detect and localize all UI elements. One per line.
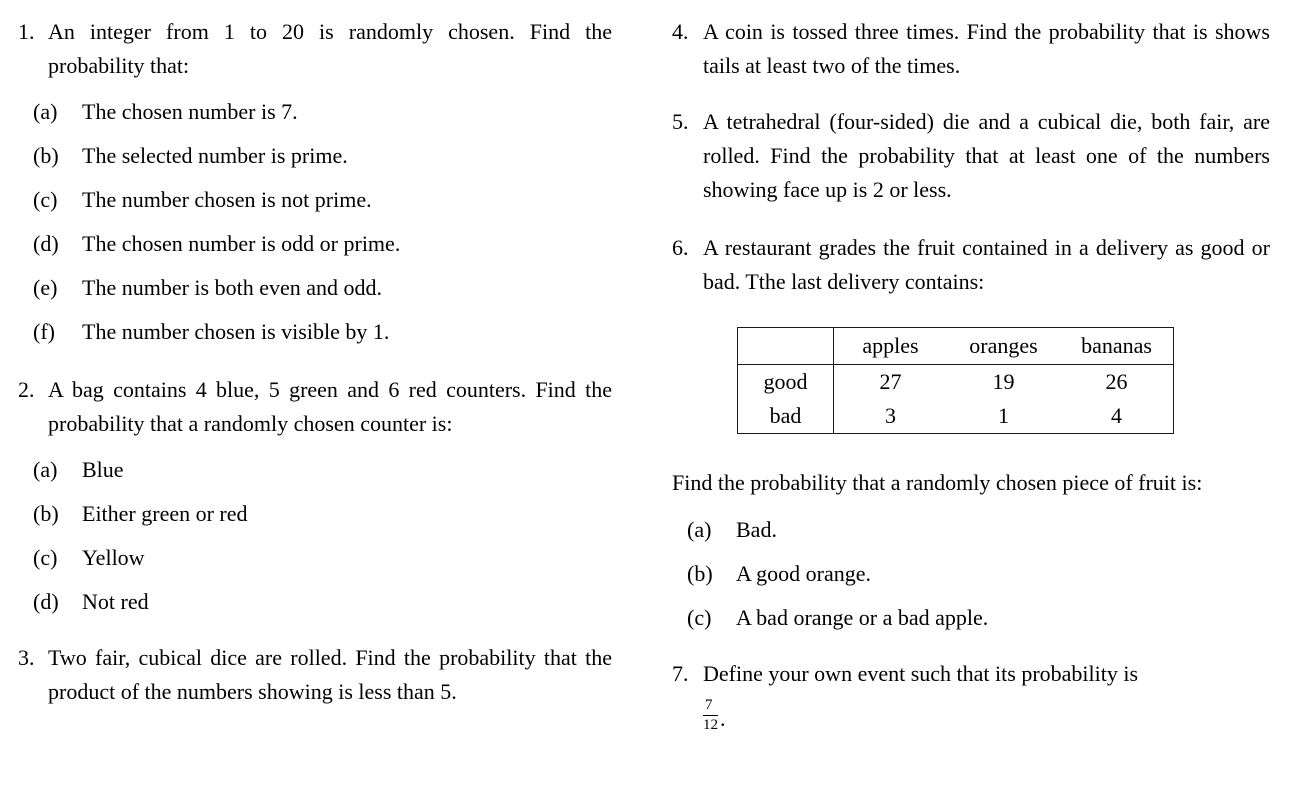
subitem-text: The number chosen is not prime. — [82, 187, 372, 212]
problem-1-subitems — [33, 95, 612, 349]
subitem-label: (b) — [687, 561, 713, 586]
subitem — [33, 585, 612, 619]
cell-good-oranges: 19 — [992, 369, 1015, 394]
subitem-label: (c) — [33, 187, 58, 212]
problem-number: 3. — [18, 645, 35, 670]
subitem-text: Blue — [82, 457, 124, 482]
subitem-text: The chosen number is 7. — [82, 99, 298, 124]
problem-2-statement — [18, 373, 612, 441]
subitem-label: (b) — [33, 501, 59, 526]
problem-number: 7. — [672, 661, 689, 686]
fraction-period: . — [720, 706, 726, 731]
subitem-text: Yellow — [82, 545, 145, 570]
problem-number: 4. — [672, 19, 689, 44]
problem-3 — [18, 641, 612, 709]
cell-good-apples: 27 — [879, 369, 902, 394]
subitem — [33, 497, 612, 531]
cell-bad-bananas: 4 — [1111, 403, 1122, 428]
problem-text: A tetrahedral (four-sided) die and a cubical die, both fair, are rolled. Find the probability that at least one of the numbers showing face up is 2 or less. — [703, 109, 1270, 202]
fruit-table-header-oranges: oranges — [947, 328, 1060, 365]
subitem-text: Either green or red — [82, 501, 248, 526]
subitem — [687, 601, 1270, 635]
problem-text: A coin is tossed three times. Find the probability that is shows tails at least two of the times. — [703, 19, 1270, 78]
subitem-label: (a) — [33, 99, 58, 124]
problem-7-statement — [672, 657, 1270, 736]
subitem-label: (a) — [687, 517, 712, 542]
fruit-table — [737, 327, 1174, 434]
fruit-table-header-row — [738, 328, 1174, 365]
subitem-text: The number is both even and odd. — [82, 275, 382, 300]
subitem — [33, 453, 612, 487]
problem-4 — [672, 15, 1270, 83]
problem-text: A bag contains 4 blue, 5 green and 6 red counters. Find the probability that a randomly chosen counter is: — [48, 377, 612, 436]
subitem-text: Bad. — [736, 517, 777, 542]
row-label: bad — [738, 399, 834, 434]
subitem — [33, 95, 612, 129]
problem-2 — [18, 373, 612, 619]
problem-7 — [672, 657, 1270, 736]
problem-text — [703, 657, 1270, 736]
subitem-label: (a) — [33, 457, 58, 482]
subitem-text: A bad orange or a bad apple. — [736, 605, 989, 630]
subitem-label: (f) — [33, 319, 55, 344]
subitem-label: (d) — [33, 589, 59, 614]
cell-good-bananas: 26 — [1105, 369, 1128, 394]
problem-number: 6. — [672, 235, 689, 260]
fruit-table-row-bad — [738, 399, 1174, 434]
problem-number: 2. — [18, 377, 35, 402]
cell-bad-oranges: 1 — [998, 403, 1009, 428]
fruit-table-header-bananas: bananas — [1060, 328, 1174, 365]
fruit-table-wrapper — [737, 327, 1270, 434]
problem-number: 5. — [672, 109, 689, 134]
subitem — [33, 541, 612, 575]
fruit-table-header-apples: apples — [834, 328, 948, 365]
subitem — [33, 315, 612, 349]
problem-6-statement — [672, 231, 1270, 299]
problem-5 — [672, 105, 1270, 207]
left-column — [0, 0, 650, 788]
subitem — [687, 513, 1270, 547]
fruit-table-corner-cell — [738, 328, 834, 365]
problem-6-followup-text: Find the probability that a randomly chosen piece of fruit is: — [672, 470, 1203, 495]
problem-7-text: Define your own event such that its probability is — [703, 661, 1139, 686]
problem-4-statement — [672, 15, 1270, 83]
subitem-text: Not red — [82, 589, 149, 614]
fraction-numerator: 7 — [703, 697, 718, 716]
subitem-label: (d) — [33, 231, 59, 256]
subitem-label: (e) — [33, 275, 58, 300]
subitem-text: A good orange. — [736, 561, 872, 586]
problem-2-subitems — [33, 453, 612, 619]
fruit-table-row-good — [738, 365, 1174, 400]
subitem — [33, 271, 612, 305]
subitem-label: (c) — [687, 605, 712, 630]
right-column — [650, 0, 1301, 788]
cell-bad-apples: 3 — [885, 403, 896, 428]
problem-text: A restaurant grades the fruit contained in a delivery as good or bad. Tthe last delivery contains: — [703, 235, 1270, 294]
subitem-label: (b) — [33, 143, 59, 168]
problem-text: An integer from 1 to 20 is randomly chosen. Find the probability that: — [48, 19, 612, 78]
problem-1-statement — [18, 15, 612, 83]
fraction-7-12 — [703, 694, 1270, 736]
row-label: good — [738, 365, 834, 400]
fraction — [703, 697, 718, 734]
subitem — [33, 183, 612, 217]
problem-6-subitems — [687, 513, 1270, 635]
subitem-text: The selected number is prime. — [82, 143, 348, 168]
problem-text: Two fair, cubical dice are rolled. Find the probability that the product of the numbers showing is less than 5. — [48, 645, 612, 704]
subitem-text: The chosen number is odd or prime. — [82, 231, 401, 256]
fraction-denominator: 12 — [703, 716, 718, 733]
problem-5-statement — [672, 105, 1270, 207]
subitem — [33, 139, 612, 173]
problem-3-statement — [18, 641, 612, 709]
subitem — [33, 227, 612, 261]
problem-6 — [672, 231, 1270, 635]
subitem — [687, 557, 1270, 591]
subitem-label: (c) — [33, 545, 58, 570]
problem-1 — [18, 15, 612, 349]
problem-number: 1. — [18, 19, 35, 44]
subitem-text: The number chosen is visible by 1. — [82, 319, 390, 344]
